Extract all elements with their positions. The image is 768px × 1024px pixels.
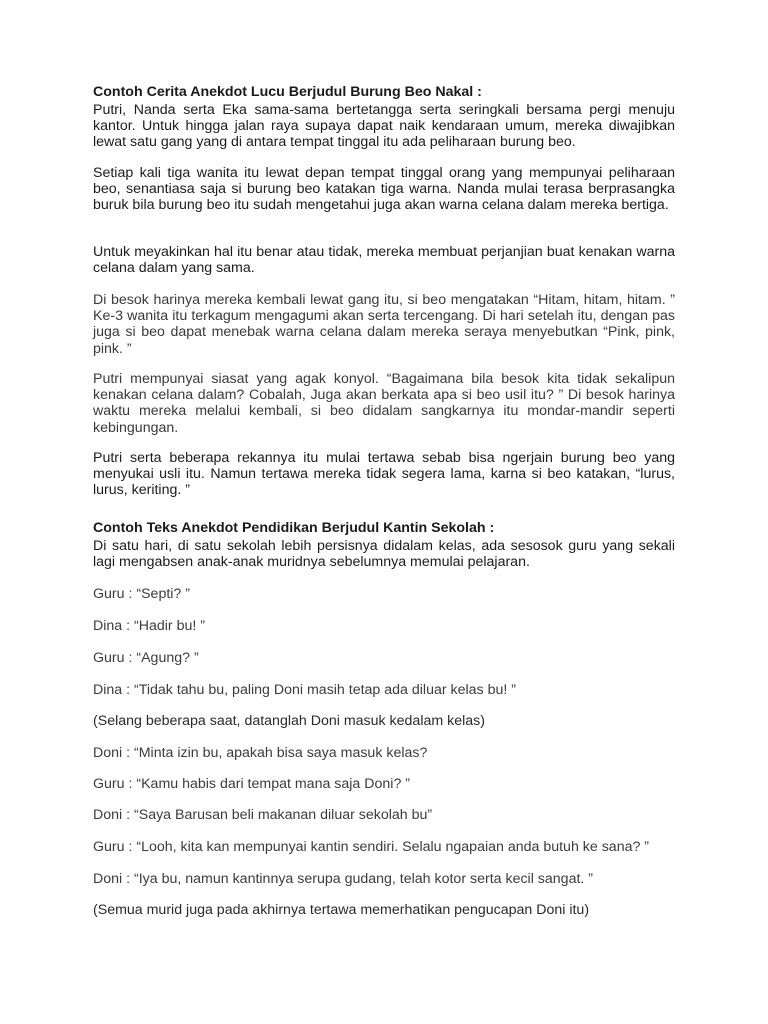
paragraph: Di satu hari, di satu sekolah lebih persisnya didalam kelas, ada sesosok guru yang sekali lagi mengabsen anak-anak muridnya sebelumnya memulai pelajaran.	[93, 538, 675, 571]
paragraph: Untuk meyakinkan hal itu benar atau tidak, mereka membuat perjanjian buat kenakan warna celana dalam yang sama.	[93, 244, 675, 277]
dialog-line: Guru : “Septi? ”	[93, 586, 190, 602]
dialog-line: Guru : “Looh, kita kan mempunyai kantin sendiri. Selalu ngapaian anda butuh ke sana? ”	[93, 839, 650, 855]
dialog-line: Guru : “Agung? ”	[93, 650, 199, 666]
paragraph: Setiap kali tiga wanita itu lewat depan tempat tinggal orang yang mempunyai peliharaan beo, senantiasa saja si burung beo katakan tiga warna. Nanda mulai terasa berprasangka buruk bila burung beo itu sudah mengetahui juga akan warna celana dalam mereka bertiga.	[93, 165, 675, 214]
paragraph: Di besok harinya mereka kembali lewat gang itu, si beo mengatakan “Hitam, hitam, hitam. ” Ke-3 wanita itu terkagum mengagumi akan serta tercengang. Di hari setelah itu, dengan pas juga si beo dapat menebak warna celana dalam mereka seraya menyebutkan “Pink, pink, pink. ”	[93, 292, 675, 357]
dialog-line: (Selang beberapa saat, datanglah Doni masuk kedalam kelas)	[93, 713, 485, 729]
dialog-line: Guru : “Kamu habis dari tempat mana saja Doni? ”	[93, 776, 411, 792]
section-heading-kantin-sekolah: Contoh Teks Anekdot Pendidikan Berjudul Kantin Sekolah :	[93, 520, 495, 536]
dialog-line: Dina : “Hadir bu! ”	[93, 618, 205, 634]
dialog-line: (Semua murid juga pada akhirnya tertawa memerhatikan pengucapan Doni itu)	[93, 902, 590, 918]
dialog-line: Doni : “Saya Barusan beli makanan diluar sekolah bu”	[93, 807, 433, 823]
dialog-line: Doni : “Minta izin bu, apakah bisa saya masuk kelas?	[93, 745, 428, 761]
paragraph: Putri mempunyai siasat yang agak konyol. “Bagaimana bila besok kita tidak sekalipun kenakan celana dalam? Cobalah, Juga akan berkata apa si beo usil itu? ” Di besok harinya waktu mereka melalui kembali, si beo didalam sangkarnya itu mondar-mandir seperti kebingungan.	[93, 371, 675, 436]
section-heading-burung-beo: Contoh Cerita Anekdot Lucu Berjudul Burung Beo Nakal :	[93, 84, 482, 100]
paragraph: Putri, Nanda serta Eka sama-sama bertetangga serta seringkali bersama pergi menuju kantor. Untuk hingga jalan raya supaya dapat naik kendaraan umum, mereka diwajibkan lewat satu gang yang di antara tempat tinggal itu ada peliharaan burung beo.	[93, 102, 675, 151]
dialog-line: Dina : “Tidak tahu bu, paling Doni masih tetap ada diluar kelas bu! ”	[93, 682, 516, 698]
dialog-line: Doni : “Iya bu, namun kantinnya serupa gudang, telah kotor serta kecil sangat. ”	[93, 871, 594, 887]
paragraph: Putri serta beberapa rekannya itu mulai tertawa sebab bisa ngerjain burung beo yang menyukai usli itu. Namun tertawa mereka tidak segera lama, karna si beo katakan, “lurus, lurus, keriting. ”	[93, 450, 675, 499]
